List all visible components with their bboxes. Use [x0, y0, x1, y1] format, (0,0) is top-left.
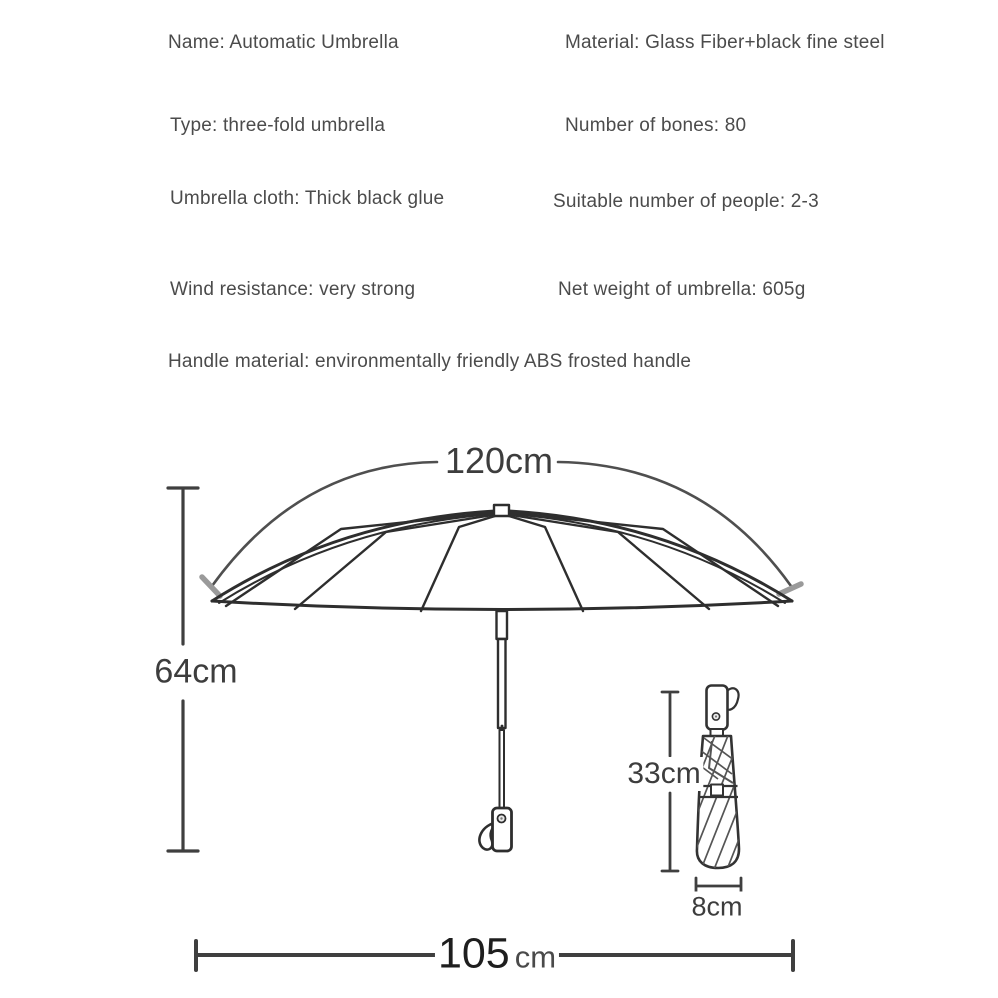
canopy-arc-dimension	[202, 462, 801, 596]
spec-wind-resistance: Wind resistance: very strong	[170, 279, 416, 300]
folded-strap-buckle	[711, 785, 723, 796]
spec-name: Name: Automatic Umbrella	[168, 32, 399, 53]
open-diameter-unit: cm	[514, 939, 557, 975]
canopy-ferrule	[494, 505, 509, 516]
spec-cloth: Umbrella cloth: Thick black glue	[170, 188, 445, 209]
folded-handle-button-dot	[715, 715, 717, 717]
folded-width-label: 8cm	[688, 892, 745, 923]
folded-length-label: 33cm	[624, 757, 703, 791]
canopy-arc-width-label: 120cm	[442, 440, 556, 482]
handle-button-dot	[500, 817, 502, 819]
shaft-lower-rod	[500, 730, 505, 808]
canopy-rib	[509, 516, 583, 611]
spec-net-weight: Net weight of umbrella: 605g	[558, 279, 806, 300]
spec-people: Suitable number of people: 2-3	[553, 191, 819, 212]
shaft-joint-pin	[501, 725, 504, 728]
shaft-upper-tube	[497, 611, 508, 639]
shaft-middle-tube	[498, 639, 506, 728]
canopy-rib	[421, 516, 495, 611]
spec-type: Type: three-fold umbrella	[170, 115, 386, 136]
open-diameter-label	[435, 930, 559, 979]
folded-handle	[707, 686, 728, 730]
spec-bones: Number of bones: 80	[565, 115, 747, 136]
open-umbrella-canopy	[212, 505, 792, 611]
spec-handle-material: Handle material: environmentally friendly ABS frosted handle	[168, 351, 692, 372]
open-height-label: 64cm	[151, 653, 240, 692]
spec-material: Material: Glass Fiber+black fine steel	[565, 32, 885, 53]
open-diameter-value: 105	[437, 929, 510, 978]
umbrella-shaft	[479, 611, 511, 851]
folded-body-outline	[697, 736, 739, 868]
